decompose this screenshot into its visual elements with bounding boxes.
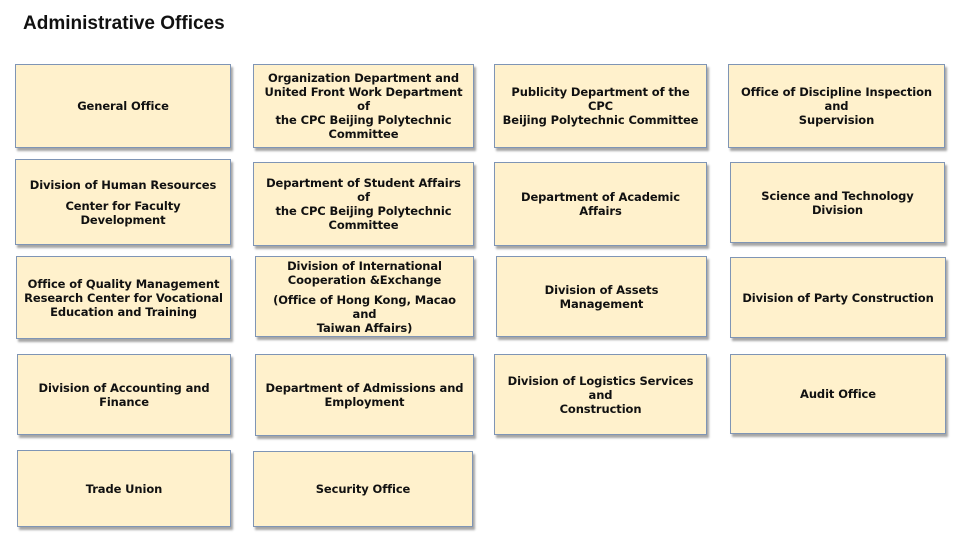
office-label-line: Finance (99, 394, 149, 409)
office-label-line: Department of Academic Affairs (521, 190, 680, 218)
page-title: Administrative Offices (23, 13, 225, 34)
office-label-line: United Front Work Department of (264, 85, 463, 113)
office-label-line: the CPC Beijing Polytechnic (275, 113, 452, 127)
office-international-cooperation[interactable] (255, 256, 474, 337)
office-academic-affairs[interactable] (494, 162, 707, 246)
office-label-line: Division of Accounting and (38, 380, 210, 395)
office-security-office[interactable] (253, 451, 473, 527)
office-label-line: Office of Discipline Inspection and (740, 85, 933, 113)
office-label-line: Supervision (798, 113, 875, 127)
office-label-line: Division of Assets Management (544, 282, 659, 311)
office-label-line: (Office of Hong Kong, Macao and (273, 292, 456, 321)
office-label-line: Science and Technology Division (761, 188, 914, 217)
office-label-line: Employment (324, 395, 405, 409)
office-label-line: Cooperation &Exchange (287, 272, 442, 287)
office-label-line: Division of Party Construction (742, 290, 934, 305)
office-publicity-department[interactable] (494, 64, 707, 148)
office-label-line: Center for Faculty Development (65, 198, 181, 227)
office-label-line: Committee (328, 218, 399, 232)
office-science-technology[interactable] (730, 162, 945, 243)
office-admissions-employment[interactable] (255, 354, 474, 436)
office-label-line: Audit Office (800, 387, 876, 401)
office-human-resources[interactable] (15, 159, 231, 245)
office-quality-management[interactable] (16, 256, 231, 339)
office-label-line: Taiwan Affairs) (316, 320, 413, 335)
office-label-line: Security Office (315, 482, 411, 496)
office-label-line: the CPC Beijing Polytechnic (275, 204, 452, 218)
office-general-office[interactable] (15, 64, 231, 148)
office-label-line: General Office (77, 99, 169, 113)
office-label-line: Organization Department and (267, 71, 459, 85)
office-label-line: Construction (559, 401, 642, 416)
office-audit-office[interactable] (730, 354, 946, 434)
office-label-line: Office of Quality Management (27, 276, 220, 291)
office-label-line: Department of Student Affairs of (266, 176, 461, 204)
office-label-line: Trade Union (85, 481, 163, 496)
office-student-affairs[interactable] (253, 162, 474, 246)
office-trade-union[interactable] (17, 450, 231, 527)
office-accounting-finance[interactable] (17, 354, 231, 435)
office-assets-management[interactable] (496, 256, 707, 337)
office-label-line: Division of International (287, 258, 442, 273)
office-label-line: Division of Logistics Services and (507, 373, 694, 402)
office-label-line: Education and Training (50, 304, 197, 319)
office-label-line: Department of Admissions and (265, 381, 464, 395)
office-discipline-inspection[interactable] (728, 64, 945, 148)
office-organization-united-front[interactable] (253, 64, 474, 148)
office-label-line: Publicity Department of the CPC (511, 85, 690, 113)
office-label-line: Beijing Polytechnic Committee (502, 113, 699, 127)
office-party-construction[interactable] (730, 257, 946, 338)
office-logistics-construction[interactable] (494, 354, 707, 435)
office-label-line: Division of Human Resources (29, 177, 217, 192)
office-label-line: Research Center for Vocational (24, 290, 223, 305)
office-label-line: Committee (328, 127, 399, 141)
